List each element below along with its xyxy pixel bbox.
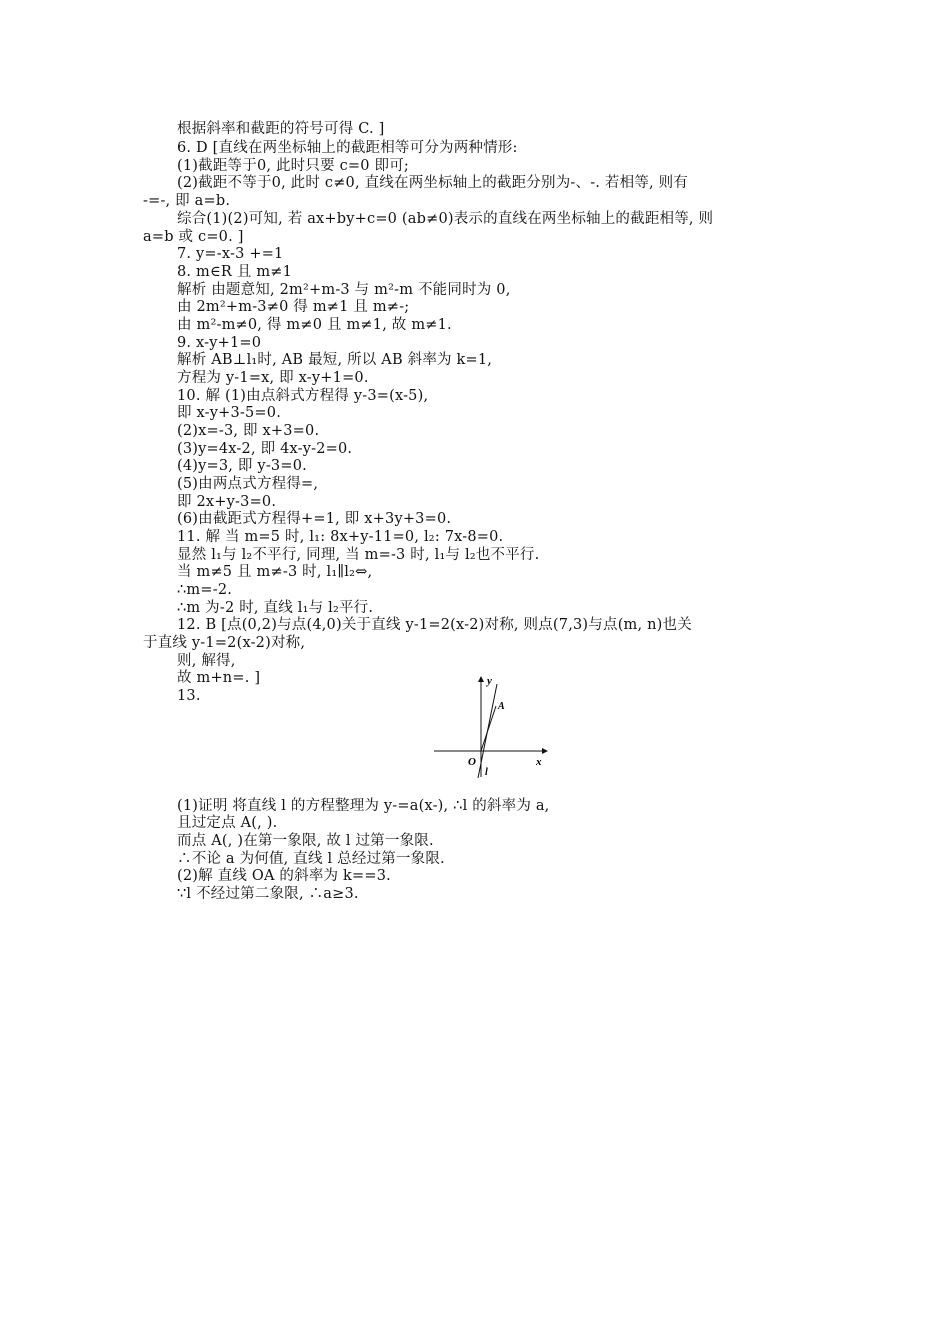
text-line: 当 m≠5 且 m≠-3 时, l₁∥l₂⇔,: [177, 564, 373, 580]
text-line: 显然 l₁与 l₂不平行, 同理, 当 m=-3 时, l₁与 l₂也不平行.: [177, 547, 540, 563]
line-l-label: l: [485, 767, 488, 778]
text-line: 10. 解 (1)由点斜式方程得 y-3=(x-5),: [177, 388, 429, 404]
text-line: 解析 AB⊥l₁时, AB 最短, 所以 AB 斜率为 k=1,: [177, 352, 493, 368]
point-a-label: A: [498, 701, 505, 712]
origin-label: O: [468, 756, 476, 768]
text-line: 8. m∈R 且 m≠1: [177, 264, 293, 280]
text-line: -=-, 即 a=b.: [143, 193, 231, 209]
x-axis-label: x: [536, 756, 542, 768]
text-line: 且过定点 A(, ).: [177, 815, 278, 831]
text-line: (5)由两点式方程得=,: [177, 476, 319, 492]
text-line: (1)证明 将直线 l 的方程整理为 y-=a(x-), ∴l 的斜率为 a,: [177, 798, 550, 814]
coordinate-figure: [432, 674, 548, 778]
text-line: 根据斜率和截距的符号可得 C. ]: [177, 121, 385, 137]
text-line: ∴m 为-2 时, 直线 l₁与 l₂平行.: [177, 600, 374, 616]
text-line: (6)由截距式方程得+=1, 即 x+3y+3=0.: [177, 511, 452, 527]
text-line: 而点 A(, )在第一象限, 故 l 过第一象限.: [177, 833, 434, 849]
text-line: (2)截距不等于0, 此时 c≠0, 直线在两坐标轴上的截距分别为-、-. 若相等, 则有: [177, 175, 689, 191]
text-line: 12. B [点(0,2)与点(4,0)关于直线 y-1=2(x-2)对称, 则点(7,3)与点(m, n)也关: [177, 617, 692, 633]
text-line: 由 2m²+m-3≠0 得 m≠1 且 m≠-;: [177, 299, 410, 315]
text-line: (4)y=3, 即 y-3=0.: [177, 458, 307, 474]
text-line: 即 2x+y-3=0.: [177, 494, 277, 510]
text-line: ∵l 不经过第二象限, ∴a≥3.: [177, 886, 359, 902]
text-line: a=b 或 c=0. ]: [143, 229, 244, 245]
text-line: 6. D [直线在两坐标轴上的截距相等可分为两种情形:: [177, 140, 518, 156]
text-line: (1)截距等于0, 此时只要 c=0 即可;: [177, 158, 409, 174]
text-line: 则, 解得,: [177, 653, 236, 669]
text-line: ∴m=-2.: [177, 582, 233, 598]
text-line: (2)x=-3, 即 x+3=0.: [177, 423, 320, 439]
text-line: 即 x-y+3-5=0.: [177, 405, 282, 421]
text-line: 9. x-y+1=0: [177, 335, 262, 351]
y-axis-arrow: [478, 676, 484, 682]
line-oa: [481, 706, 496, 751]
text-line: 7. y=-x-3 +=1: [177, 246, 284, 262]
x-axis-arrow: [542, 748, 548, 754]
text-line: 13.: [177, 688, 201, 704]
text-line: 故 m+n=. ]: [177, 670, 261, 686]
text-line: ∴不论 a 为何值, 直线 l 总经过第一象限.: [177, 851, 445, 867]
text-line: (2)解 直线 OA 的斜率为 k==3.: [177, 868, 391, 884]
text-line: 11. 解 当 m=5 时, l₁: 8x+y-11=0, l₂: 7x-8=0.: [177, 529, 504, 545]
text-line: 综合(1)(2)可知, 若 ax+by+c=0 (ab≠0)表示的直线在两坐标轴上的截距相等, 则: [177, 211, 714, 227]
text-line: 由 m²-m≠0, 得 m≠0 且 m≠1, 故 m≠1.: [177, 317, 452, 333]
text-line: 于直线 y-1=2(x-2)对称,: [143, 635, 306, 651]
text-line: 方程为 y-1=x, 即 x-y+1=0.: [177, 370, 369, 386]
text-line: (3)y=4x-2, 即 4x-y-2=0.: [177, 441, 353, 457]
text-line: 解析 由题意知, 2m²+m-3 与 m²-m 不能同时为 0,: [177, 282, 511, 298]
y-axis-label: y: [487, 675, 492, 687]
